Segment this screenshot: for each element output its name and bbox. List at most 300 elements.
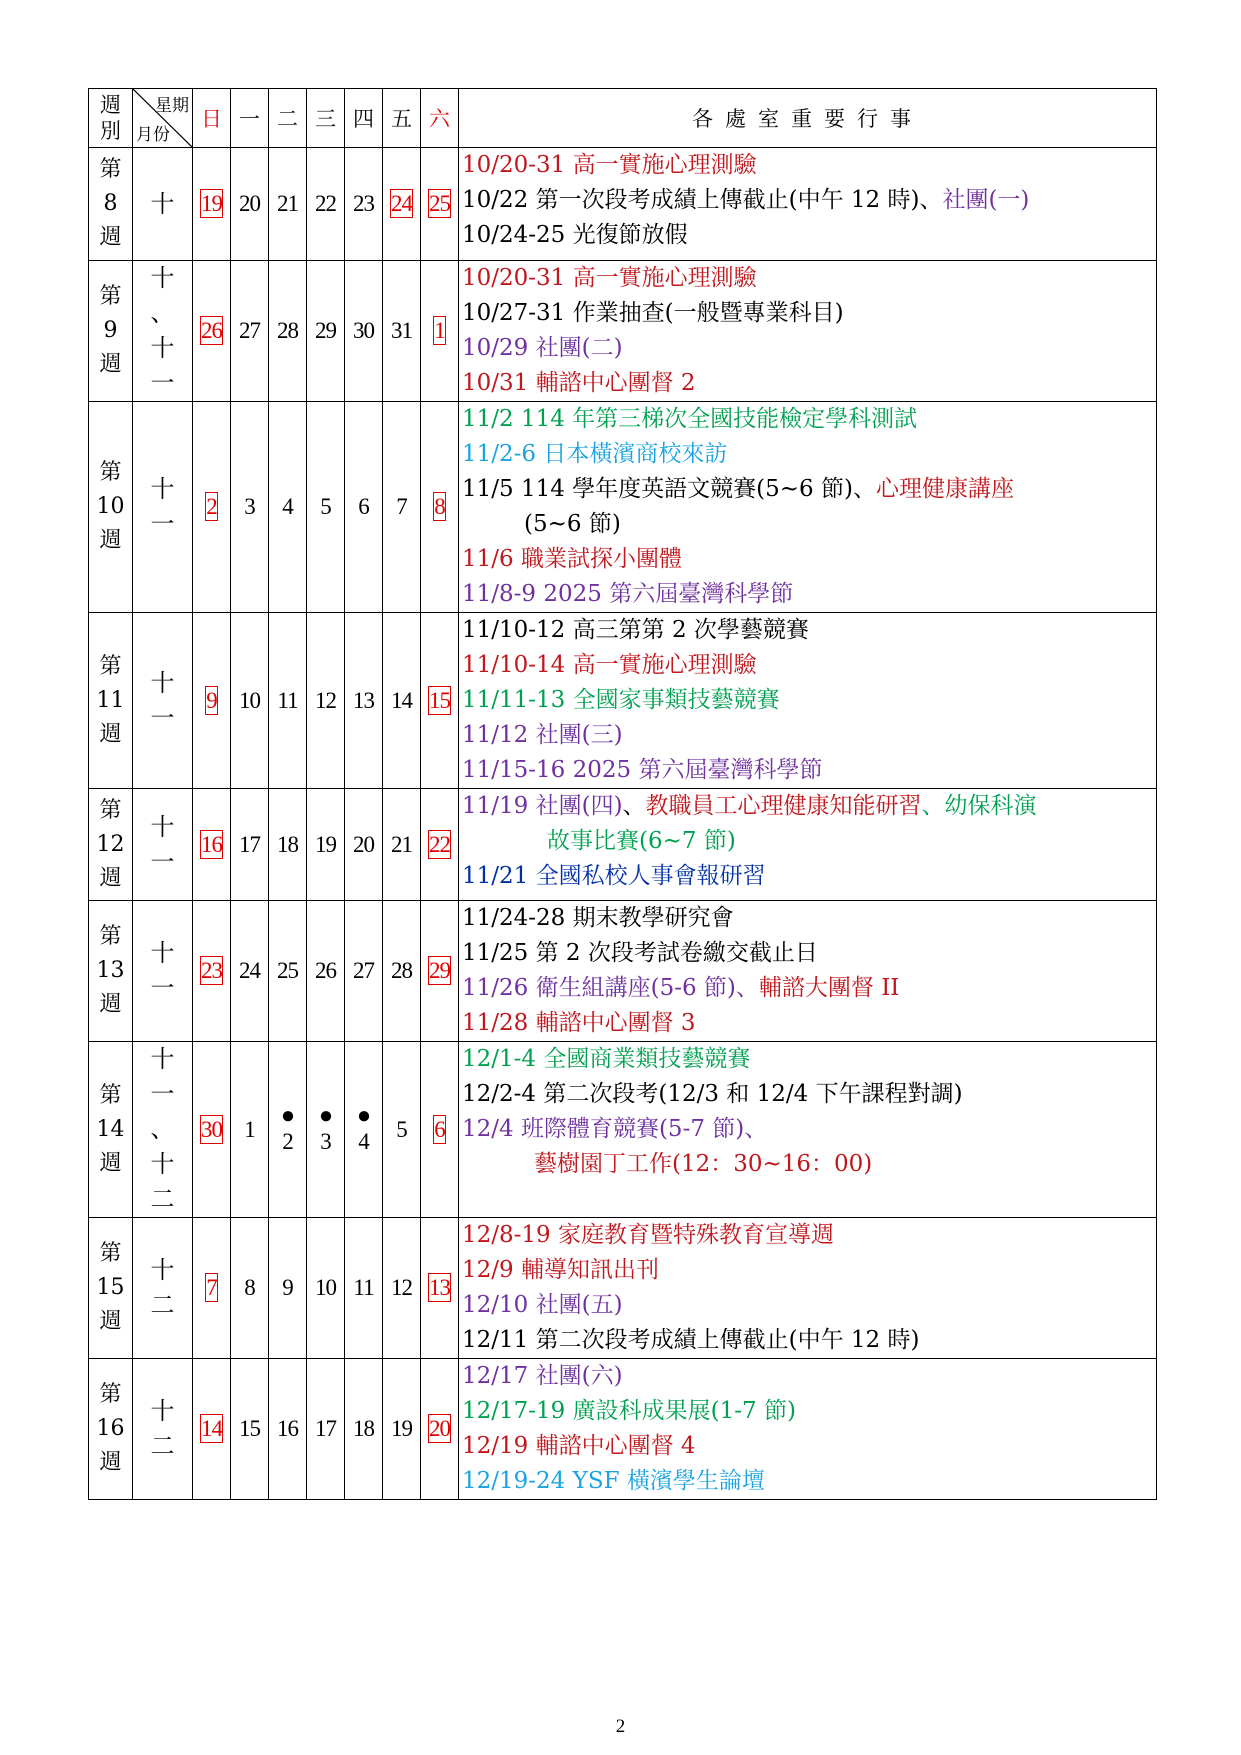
day-header-sun: 日 [193,89,231,148]
month-label-part: 十 [150,189,175,218]
event-text: 10/31 輔諮中心團督 2 [462,370,696,396]
week-label-part: 週 [99,1309,122,1334]
day-header-sat: 六 [421,89,459,148]
event-line [462,577,1156,612]
date-number: 18 [277,831,298,857]
month-label-part: 十 [150,1045,175,1073]
event-line [462,613,1156,648]
event-line [462,542,1156,577]
week-label-part: 第 [99,653,122,679]
week-header [89,89,133,148]
event-line [462,1429,1156,1464]
date-cell [345,1042,383,1218]
date-cell [231,261,269,402]
event-text: 12/2-4 第二次段考(12/3 和 12/4 下午課程對調) [462,1081,963,1107]
date-cell [383,402,421,613]
event-line [462,1077,1156,1112]
date-number: 10 [315,1275,336,1300]
date-cell [421,402,459,613]
event-line [462,1042,1156,1077]
date-number: 20 [429,1416,450,1441]
month-label [133,789,193,901]
week-label-part: 14 [96,1116,125,1142]
event-text: 11/10-12 高三第第 2 次學藝競賽 [462,617,809,643]
date-number: 23 [353,191,374,216]
week-label-part: 8 [103,191,118,216]
event-text: 12/19-24 YSF 橫濱學生論壇 [462,1468,765,1494]
event-text: 12/19 輔諮中心團督 4 [462,1433,696,1459]
month-label-part: 、 [150,1115,175,1143]
event-text: 11/8-9 2025 第六屆臺灣科學節 [462,581,794,607]
event-text: 11/24-28 期末教學研究會 [462,905,734,931]
week-label [89,1218,133,1359]
event-line [462,296,1156,331]
event-line [462,437,1156,472]
date-cell [269,148,307,261]
date-number: 30 [353,318,374,343]
event-line [462,183,1156,218]
date-number: 14 [201,1416,222,1441]
week-row [89,1042,1157,1218]
date-number: 27 [239,318,260,343]
date-cell [421,148,459,261]
date-number: 9 [282,1275,293,1300]
date-number: 15 [429,687,450,713]
date-cell [193,261,231,402]
date-cell [383,613,421,789]
events-cell [459,1359,1157,1500]
event-line [462,753,1156,788]
date-cell [231,1218,269,1359]
date-cell [345,1218,383,1359]
event-line [462,789,1156,824]
event-text: 10/20-31 高一實施心理測驗 [462,152,757,178]
week-label-part: 12 [96,831,125,857]
date-number: 25 [429,191,450,216]
week-header-line2: 別 [100,119,121,143]
date-number: 5 [396,1116,407,1142]
exam-dot-icon: ● [356,1102,371,1129]
event-line [462,1394,1156,1429]
event-line [462,859,1156,894]
date-cell [193,1359,231,1500]
date-number: 11 [277,687,298,713]
date-cell [307,613,345,789]
event-line [462,366,1156,401]
event-line [462,1323,1156,1358]
date-number: 22 [429,831,450,857]
date-cell [307,1359,345,1500]
date-number: 19 [315,831,336,857]
event-text: 11/12 社團(三) [462,722,623,748]
date-number: 2 [206,494,217,519]
date-number: 21 [277,191,298,216]
calendar-body [89,148,1157,1500]
week-label-part: 週 [99,1150,122,1176]
month-label [133,402,193,613]
date-number: 10 [239,687,260,713]
event-line [462,648,1156,683]
event-text: 11/6 職業試探小團體 [462,546,682,572]
date-number: 11 [353,1275,374,1300]
events-cell [459,1218,1157,1359]
date-cell [269,901,307,1042]
date-cell [421,1218,459,1359]
week-label-part: 第 [99,157,122,182]
event-line [462,1147,1156,1182]
week-label [89,261,133,402]
date-cell [193,1218,231,1359]
event-text: 、 [622,793,646,819]
date-cell [345,901,383,1042]
month-label-part: 十 [150,475,175,503]
month-label [133,1218,193,1359]
week-label-part: 第 [99,924,122,949]
event-text: 教職員工心理健康知能研習 [645,793,922,819]
event-text: (5~6 節) [524,511,621,537]
events-cell [459,613,1157,789]
week-label [89,613,133,789]
month-label-part: 一 [150,847,175,876]
date-cell [307,261,345,402]
week-label-part: 第 [99,797,122,823]
events-cell [459,402,1157,613]
date-number: 31 [391,318,412,343]
date-cell [307,402,345,613]
event-text: 11/26 衛生組講座(5-6 節)、 [462,975,759,1001]
week-label [89,1042,133,1218]
date-number: 26 [315,958,336,983]
event-text: 12/17-19 廣設科成果展(1-7 節) [462,1398,796,1424]
event-text: 12/9 輔導知訊出刊 [462,1257,659,1283]
event-text: 10/27-31 作業抽查(一般暨專業科目) [462,300,844,326]
date-number: 3 [244,494,255,519]
event-text: 12/17 社團(六) [462,1363,623,1389]
date-number: 27 [353,958,374,983]
date-cell [231,1359,269,1500]
week-row [89,1218,1157,1359]
event-line [462,718,1156,753]
date-cell [269,261,307,402]
week-row [89,901,1157,1042]
week-label-part: 週 [99,225,122,250]
exam-dot-icon: ● [318,1102,333,1129]
date-number: 23 [201,958,222,983]
date-cell [383,901,421,1042]
date-cell [421,613,459,789]
week-label-part: 第 [99,284,122,309]
date-cell [383,1218,421,1359]
date-number: 24 [391,191,412,216]
date-number: 29 [429,958,450,983]
event-text: 10/22 第一次段考成績上傳截止(中午 12 時)、 [462,187,943,213]
event-line [462,1253,1156,1288]
month-label-part: 十 [150,1397,175,1425]
event-line [462,507,1156,542]
date-cell [421,1042,459,1218]
month-label-part: 十 [150,1150,175,1178]
event-line [462,683,1156,718]
event-text: 10/24-25 光復節放假 [462,222,688,248]
events-cell [459,789,1157,901]
date-cell [307,789,345,901]
month-label-part: 十 [150,264,175,292]
event-line [462,1218,1156,1253]
date-cell [269,1359,307,1500]
event-text: 11/10-14 高一實施心理測驗 [462,652,757,678]
event-text: 、幼保科演 [921,793,1037,819]
event-text: 12/11 第二次段考成績上傳截止(中午 12 時) [462,1327,920,1353]
week-label-part: 第 [99,1382,122,1407]
date-cell [231,613,269,789]
week-label [89,148,133,261]
week-label-part: 11 [96,687,125,713]
day-header-wed: 三 [307,89,345,148]
event-line [462,148,1156,183]
week-row [89,789,1157,901]
month-label [133,613,193,789]
event-line [462,824,1156,859]
events-cell [459,148,1157,261]
event-text: 社團(一) [942,187,1030,213]
date-number: 6 [358,494,369,519]
date-number: 17 [315,1416,336,1441]
date-cell [307,901,345,1042]
week-row [89,613,1157,789]
event-text: 12/1-4 全國商業類技藝競賽 [462,1046,751,1072]
date-cell [269,402,307,613]
month-label-part: 十 [150,334,175,362]
event-text: 11/21 全國私校人事會報研習 [462,863,766,889]
event-text: 12/8-19 家庭教育暨特殊教育宣導週 [462,1222,834,1248]
week-label [89,789,133,901]
events-cell [459,261,1157,402]
date-number: 22 [315,191,336,216]
event-text: 11/2 114 年第三梯次全國技能檢定學科測試 [462,406,918,432]
week-label-part: 13 [96,958,125,983]
date-cell [345,789,383,901]
month-label-part: 二 [150,1291,175,1319]
date-number: 2 [282,1128,293,1154]
event-line [462,1359,1156,1394]
week-label [89,402,133,613]
month-label-part: 一 [150,703,175,732]
month-label-part: 十 [150,668,175,697]
month-label-part: 十 [150,812,175,841]
week-label-part: 週 [99,1450,122,1475]
weekday-month-diagonal-header [133,89,193,148]
date-number: 5 [320,494,331,519]
event-text: 11/15-16 2025 第六屆臺灣科學節 [462,757,823,783]
date-number: 20 [239,191,260,216]
week-label-part: 15 [96,1275,125,1300]
week-label [89,901,133,1042]
date-number: 4 [282,494,293,519]
month-label-part: 二 [150,1185,175,1213]
page-number: 2 [615,1716,626,1737]
event-text: 故事比賽(6~7 節) [547,828,736,854]
date-cell [307,148,345,261]
date-cell [193,901,231,1042]
week-row [89,1359,1157,1500]
event-line [462,1288,1156,1323]
date-cell [193,789,231,901]
date-cell [231,148,269,261]
date-cell [383,789,421,901]
month-label: 月份 [136,125,170,145]
date-cell [231,1042,269,1218]
date-number: 7 [396,494,407,519]
month-label [133,1359,193,1500]
event-line [462,402,1156,437]
date-cell [345,261,383,402]
event-text: 11/2-6 日本橫濱商校來訪 [462,441,728,467]
event-text: 12/10 社團(五) [462,1292,623,1318]
month-label-part: 一 [150,510,175,538]
date-cell [421,901,459,1042]
event-text: 11/25 第 2 次段考試卷繳交截止日 [462,940,818,966]
date-cell [193,613,231,789]
week-label-part: 第 [99,1082,122,1108]
week-label-part: 10 [96,494,125,519]
date-cell [307,1042,345,1218]
week-label-part: 週 [99,528,122,553]
event-line [462,1006,1156,1041]
date-number: 19 [201,191,222,216]
date-cell [193,402,231,613]
date-number: 8 [434,494,445,519]
date-cell [269,613,307,789]
date-cell [269,789,307,901]
date-cell [231,901,269,1042]
date-cell [345,613,383,789]
date-cell [269,1042,307,1218]
event-text: 心理健康講座 [875,476,1014,502]
exam-dot-icon: ● [280,1102,295,1129]
event-text: 10/20-31 高一實施心理測驗 [462,265,757,291]
date-number: 21 [391,831,412,857]
day-header-tue: 二 [269,89,307,148]
date-number: 12 [315,687,336,713]
week-label [89,1359,133,1500]
date-cell [193,148,231,261]
month-label [133,148,193,261]
date-number: 15 [239,1416,260,1441]
event-text: 藝樹園丁工作(12：30~16：00) [534,1151,873,1177]
event-text: 11/5 114 學年度英語文競賽(5~6 節)、 [462,476,876,502]
event-line [462,218,1156,253]
week-row [89,402,1157,613]
date-number: 4 [358,1128,369,1154]
day-header-fri: 五 [383,89,421,148]
event-line [462,971,1156,1006]
date-cell [383,1359,421,1500]
week-row [89,148,1157,261]
event-line [462,901,1156,936]
event-text: 11/28 輔諮中心團督 3 [462,1010,696,1036]
date-cell [345,402,383,613]
date-cell [345,148,383,261]
date-number: 29 [315,318,336,343]
date-cell [421,261,459,402]
event-text: 11/11-13 全國家事類技藝競賽 [462,687,780,713]
date-number: 28 [391,958,412,983]
date-number: 6 [434,1116,445,1142]
event-text: 11/19 社團(四) [462,793,623,819]
date-cell [383,1042,421,1218]
events-cell [459,901,1157,1042]
week-label-part: 週 [99,865,122,891]
date-cell [231,789,269,901]
date-number: 12 [391,1275,412,1300]
date-number: 28 [277,318,298,343]
event-text: 12/4 班際體育競賽(5-7 節)、 [462,1116,768,1142]
event-line [462,1464,1156,1499]
week-label-part: 16 [96,1416,125,1441]
date-cell [345,1359,383,1500]
date-cell [383,148,421,261]
date-number: 18 [353,1416,374,1441]
date-number: 24 [239,958,260,983]
date-number: 7 [206,1275,217,1300]
month-label-part: 十 [150,1256,175,1284]
month-label [133,261,193,402]
school-calendar-table [88,88,1157,1500]
month-label-part: 一 [150,369,175,397]
date-number: 13 [429,1275,450,1300]
month-label-part: 十 [150,939,175,967]
date-cell [269,1218,307,1359]
date-number: 14 [391,687,412,713]
event-line [462,1112,1156,1147]
date-number: 17 [239,831,260,857]
date-cell [193,1042,231,1218]
date-number: 1 [244,1116,255,1142]
event-text: 10/29 社團(二) [462,335,623,361]
event-line [462,261,1156,296]
date-number: 20 [353,831,374,857]
date-cell [421,789,459,901]
week-label-part: 第 [99,1241,122,1266]
events-header: 各處室重要行事 [459,89,1157,148]
date-cell [231,402,269,613]
date-number: 26 [201,318,222,343]
date-number: 3 [320,1128,331,1154]
date-number: 13 [353,687,374,713]
day-header-thu: 四 [345,89,383,148]
event-line [462,331,1156,366]
date-number: 19 [391,1416,412,1441]
date-number: 16 [277,1416,298,1441]
week-label-part: 週 [99,992,122,1017]
date-number: 8 [244,1275,255,1300]
month-label [133,1042,193,1218]
event-line [462,472,1156,507]
date-number: 9 [206,687,217,713]
month-label-part: 、 [150,299,175,327]
weekday-label: 星期 [155,96,189,116]
event-text: 輔諮大團督 II [758,975,900,1001]
date-number: 25 [277,958,298,983]
month-label [133,901,193,1042]
week-row [89,261,1157,402]
event-line [462,936,1156,971]
date-number: 16 [201,831,222,857]
events-cell [459,1042,1157,1218]
date-cell [307,1218,345,1359]
month-label-part: 二 [150,1432,175,1460]
week-label-part: 週 [99,352,122,377]
